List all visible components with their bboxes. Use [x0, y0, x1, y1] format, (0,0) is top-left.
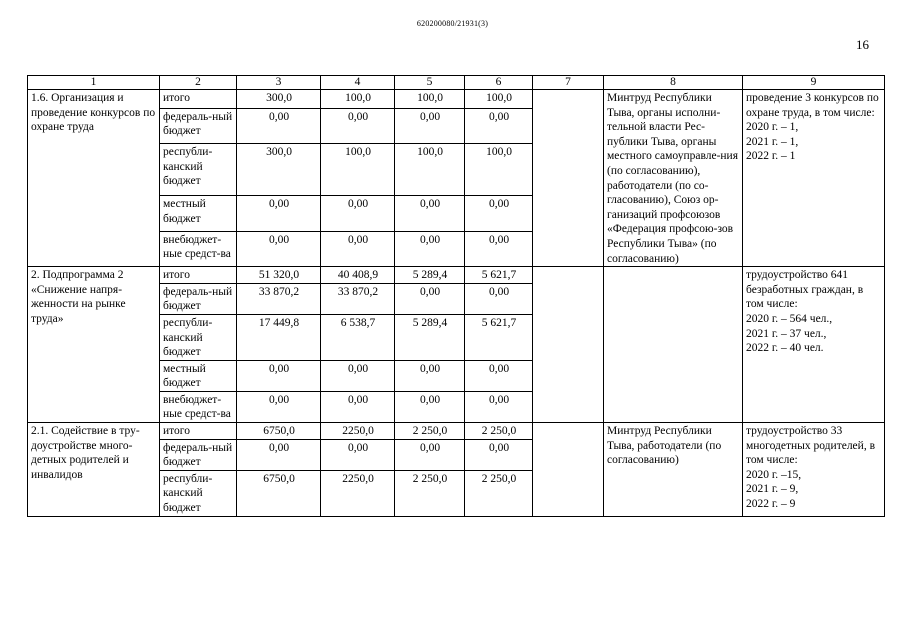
amount-2022: 0,00 [465, 108, 533, 143]
amount-2021: 0,00 [395, 283, 465, 314]
amount-total: 33 870,2 [237, 283, 321, 314]
column-header: 7 [533, 76, 604, 90]
amount-2020: 33 870,2 [321, 283, 395, 314]
activity-name: 2. Подпрограмма 2 «Снижение напря-женности на рынке труда» [28, 267, 160, 423]
column-header: 8 [604, 76, 743, 90]
expected-result [743, 423, 885, 517]
document-id: 620200080/21931(3) [416, 19, 489, 28]
funding-source: внебюджет-ные средст-ва [160, 391, 237, 422]
amount-2021: 5 289,4 [395, 314, 465, 360]
responsible-executor: Минтруд Республики Тыва, работодатели (по согласованию) [604, 423, 743, 517]
amount-2020: 2250,0 [321, 423, 395, 440]
result-line: трудоустройство 641 безработных граждан, в том числе: [746, 269, 864, 311]
amount-2022: 2 250,0 [465, 423, 533, 440]
column-header: 6 [465, 76, 533, 90]
amount-2021: 2 250,0 [395, 423, 465, 440]
amount-2022: 5 621,7 [465, 314, 533, 360]
expected-result [743, 90, 885, 267]
responsible-executor: Минтруд Республики Тыва, органы исполни-тельной власти Рес-публики Тыва, органы местного самоуправле-ния (по согласованию), работодатели (по со-гласованию), Союз ор-ганизаций профсоюзов «Федерация профсою-зов Республики Тыва» (по согласованию) [604, 90, 743, 267]
amount-2022: 5 621,7 [465, 267, 533, 284]
amount-2022: 100,0 [465, 90, 533, 109]
funding-source: республи-канский бюджет [160, 314, 237, 360]
empty-cell [533, 423, 604, 517]
table-row [28, 267, 885, 284]
amount-2021: 0,00 [395, 231, 465, 266]
empty-cell [533, 267, 604, 423]
amount-total: 0,00 [237, 108, 321, 143]
amount-2021: 0,00 [395, 108, 465, 143]
result-line: проведение 3 конкурсов по охране труда, в том числе: [746, 92, 879, 119]
result-line: 2020 г. – 1, [746, 121, 799, 134]
amount-total: 0,00 [237, 391, 321, 422]
result-line: 2020 г. – 564 чел., [746, 312, 833, 325]
funding-source: республи-канский бюджет [160, 470, 237, 516]
activity-name: 2.1. Содействие в тру-доустройстве много-детных родителей и инвалидов [28, 423, 160, 517]
amount-2022: 0,00 [465, 360, 533, 391]
amount-2021: 0,00 [395, 439, 465, 470]
amount-2020: 0,00 [321, 391, 395, 422]
column-header: 5 [395, 76, 465, 90]
amount-total: 6750,0 [237, 470, 321, 516]
amount-2021: 0,00 [395, 196, 465, 231]
empty-cell [533, 90, 604, 267]
amount-2022: 0,00 [465, 231, 533, 266]
amount-total: 0,00 [237, 196, 321, 231]
result-line: трудоустройство 33 многодетных родителей, в том числе: [746, 425, 875, 467]
amount-2020: 0,00 [321, 108, 395, 143]
expected-result [743, 267, 885, 423]
column-header: 4 [321, 76, 395, 90]
result-line: 2021 г. – 37 чел., [746, 327, 827, 340]
column-header: 9 [743, 76, 885, 90]
amount-total: 0,00 [237, 231, 321, 266]
amount-2022: 2 250,0 [465, 470, 533, 516]
amount-2020: 2250,0 [321, 470, 395, 516]
amount-2021: 100,0 [395, 144, 465, 196]
amount-total: 51 320,0 [237, 267, 321, 284]
funding-source: республи-канский бюджет [160, 144, 237, 196]
amount-2022: 0,00 [465, 196, 533, 231]
funding-source: итого [160, 423, 237, 440]
amount-2021: 0,00 [395, 360, 465, 391]
result-line: 2020 г. –15, [746, 468, 802, 481]
funding-source: федераль-ный бюджет [160, 108, 237, 143]
program-table [27, 75, 885, 517]
amount-2020: 100,0 [321, 90, 395, 109]
amount-2020: 0,00 [321, 231, 395, 266]
responsible-executor [604, 267, 743, 423]
amount-2020: 0,00 [321, 439, 395, 470]
amount-2020: 0,00 [321, 360, 395, 391]
result-line: 2022 г. – 1 [746, 150, 796, 163]
column-header: 2 [160, 76, 237, 90]
funding-source: внебюджет-ные средст-ва [160, 231, 237, 266]
amount-2022: 0,00 [465, 391, 533, 422]
column-header: 1 [28, 76, 160, 90]
amount-total: 0,00 [237, 439, 321, 470]
table-row [28, 423, 885, 440]
result-line: 2022 г. – 9 [746, 498, 796, 511]
funding-source: итого [160, 267, 237, 284]
amount-2020: 40 408,9 [321, 267, 395, 284]
funding-source: итого [160, 90, 237, 109]
funding-source: местный бюджет [160, 360, 237, 391]
amount-2022: 0,00 [465, 439, 533, 470]
column-number-row [28, 76, 885, 90]
amount-2021: 100,0 [395, 90, 465, 109]
result-line: 2022 г. – 40 чел. [746, 342, 824, 355]
column-header: 3 [237, 76, 321, 90]
page-number: 16 [856, 37, 869, 52]
amount-total: 17 449,8 [237, 314, 321, 360]
amount-2021: 0,00 [395, 391, 465, 422]
funding-source: федераль-ный бюджет [160, 283, 237, 314]
amount-2020: 0,00 [321, 196, 395, 231]
amount-2020: 6 538,7 [321, 314, 395, 360]
amount-2022: 100,0 [465, 144, 533, 196]
result-line: 2021 г. – 9, [746, 483, 799, 496]
amount-total: 300,0 [237, 90, 321, 109]
table-row [28, 90, 885, 109]
amount-2022: 0,00 [465, 283, 533, 314]
result-line: 2021 г. – 1, [746, 135, 799, 148]
amount-total: 0,00 [237, 360, 321, 391]
amount-2020: 100,0 [321, 144, 395, 196]
activity-name: 1.6. Организация и проведение конкурсов по охране труда [28, 90, 160, 267]
funding-source: федераль-ный бюджет [160, 439, 237, 470]
amount-total: 300,0 [237, 144, 321, 196]
amount-2021: 5 289,4 [395, 267, 465, 284]
funding-source: местный бюджет [160, 196, 237, 231]
amount-2021: 2 250,0 [395, 470, 465, 516]
amount-total: 6750,0 [237, 423, 321, 440]
